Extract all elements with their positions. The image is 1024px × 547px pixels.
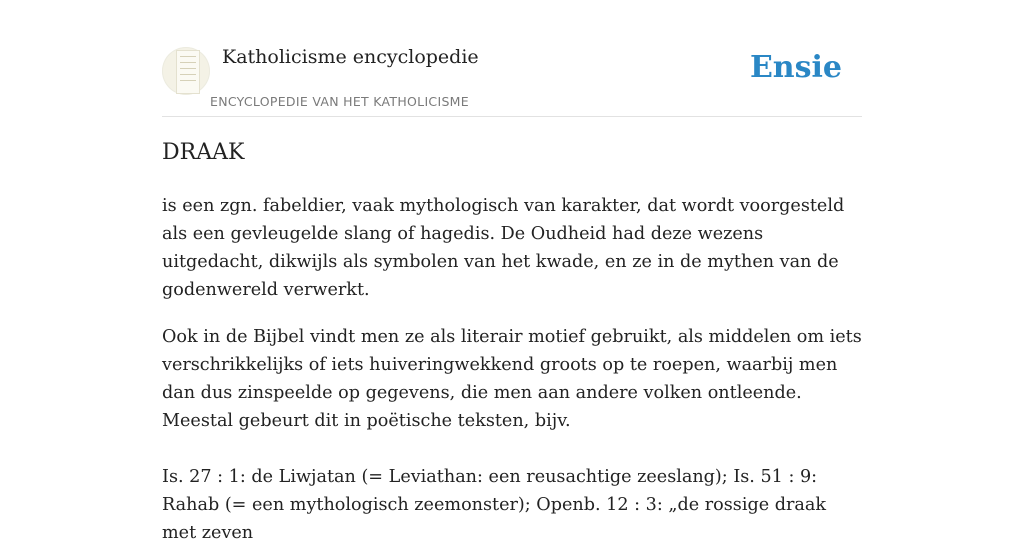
ensie-logo-link[interactable]: Ensie bbox=[749, 50, 842, 85]
entry-paragraph: Is. 27 : 1: de Liwjatan (= Leviathan: een reusachtige zeeslang); Is. 51 : 9: Rahab (= een mythologisch zeemonster); Openb. 12 : 3: „de rossige draak met zeven bbox=[162, 467, 827, 543]
cover-page-graphic bbox=[176, 50, 200, 94]
entry-paragraph: is een zgn. fabeldier, vaak mythologisch van karakter, dat wordt voorgesteld als een gevleugelde slang of hagedis. De Oudheid had deze wezens uitgedacht, dikwijls als symbolen van het kwade, en ze in de mythen van de godenwereld verwerkt. bbox=[162, 196, 845, 300]
encyclopedia-cover-icon[interactable] bbox=[162, 47, 210, 95]
site-title[interactable]: Katholicisme encyclopedie bbox=[222, 46, 479, 68]
entry-paragraph: Ook in de Bijbel vindt men ze als literair motief gebruikt, als middelen om iets verschrikkelijks of iets huiveringwekkend groots op te roepen, waarbij men dan dus zinspeelde op gegevens, die men aan andere volken ontleende. Meestal gebeurt dit in poëtische teksten, bijv. bbox=[162, 327, 862, 431]
page-container bbox=[162, 0, 862, 543]
entry-headword: DRAAK bbox=[162, 140, 245, 165]
site-subtitle: ENCYCLOPEDIE VAN HET KATHOLICISME bbox=[210, 94, 469, 109]
site-header bbox=[162, 0, 862, 117]
